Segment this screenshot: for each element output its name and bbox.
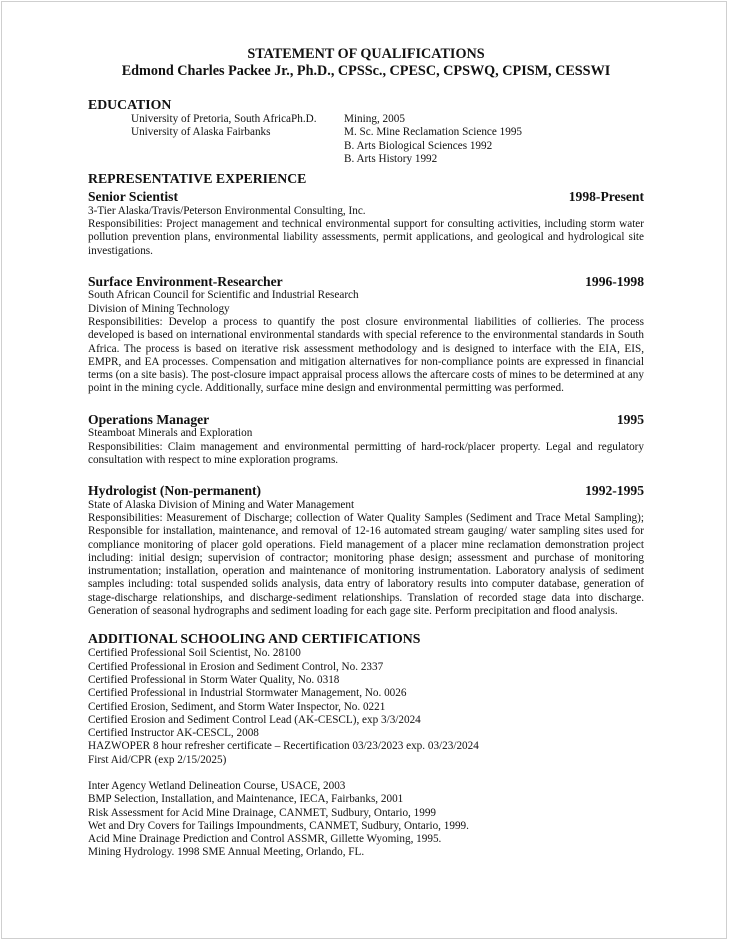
certification-list <box>88 647 644 767</box>
course-list <box>88 780 644 860</box>
job-responsibilities: Responsibilities: Claim management and environmental permitting of hard-rock/placer property. Legal and regulatory consultation with respect to mine exploration programs. <box>88 440 644 466</box>
education-school <box>131 153 344 166</box>
certification-item: Certified Instructor AK-CESCL, 2008 <box>88 727 259 740</box>
education-table <box>131 113 644 166</box>
job-responsibilities: Responsibilities: Develop a process to quantify the post closure environmental liabilities of collieries. The process developed is based on international environmental standards with special reference to the environmental standards in South Africa. The process is based on iterative risk assessment methodology and is designed to interface with the EIA, EIS, EMPR, and EA processes. Compensation and mitigation alternatives for non-compliance points are expressed in financial terms (on a site basis). The post-closure impact appraisal process allows the aftercare costs of mines to be determined at any point in the mining cycle. Additionally, surface mine design and environmental permitting was performed. <box>88 315 644 395</box>
job-header <box>88 274 644 290</box>
education-heading: EDUCATION <box>88 97 172 112</box>
education-school: University of Pretoria, South AfricaPh.D. <box>131 113 317 125</box>
job-responsibilities: Responsibilities: Measurement of Discharge; collection of Water Quality Samples (Sediment and Trace Metal Sampling); Responsible for installation, maintenance, and removal of 12-16 automated stream gauging/ water sampling sites used for compliance monitoring of placer gold operations. Field management of a placer mine reclamation demonstration project including: initial design; supervision of contractor; monitoring phase design; assessment and purchase of monitoring instrumentation; installation, operation and maintenance of monitoring instrumentation. Laboratory analysis of sediment samples including: total suspended solids analysis, data entry of laboratory results into computer database, generation of stage-discharge relationships, and discharge-sediment relationships. Translation of recorded stage data into discharge. Generation of seasonal hydrographs and sediment loading for each gage site. Perform precipitation and flood analysis. <box>88 511 644 618</box>
job-title: Hydrologist (Non-permanent) <box>88 483 262 499</box>
course-item: Mining Hydrology. 1998 SME Annual Meeting, Orlando, FL. <box>88 846 365 859</box>
job-organization: 3-Tier Alaska/Travis/Peterson Environmental Consulting, Inc. <box>88 204 366 217</box>
experience-heading: REPRESENTATIVE EXPERIENCE <box>88 171 307 187</box>
certification-item: Certified Professional in Storm Water Quality, No. 0318 <box>88 673 340 686</box>
job-entry <box>88 412 644 467</box>
course-item: Risk Assessment for Acid Mine Drainage, CANMET, Sudbury, Ontario, 1999 <box>88 806 437 819</box>
document-page <box>1 1 727 939</box>
certification-item: Certified Professional in Erosion and Sediment Control, No. 2337 <box>88 660 384 673</box>
job-title: Surface Environment-Researcher <box>88 273 283 289</box>
job-organization: State of Alaska Division of Mining and Water Management <box>88 498 355 511</box>
job-responsibilities: Responsibilities: Project management and technical environmental support for consulting activities, including storm water pollution prevention plans, environmental liability assessments, permit applications, and geological and hydrological site investigations. <box>88 217 644 257</box>
course-item: Inter Agency Wetland Delineation Course, USACE, 2003 <box>88 779 346 792</box>
job-dates: 1996-1998 <box>585 273 644 289</box>
schooling-heading: ADDITIONAL SCHOOLING AND CERTIFICATIONS <box>88 631 421 647</box>
job-dates: 1992-1995 <box>585 483 644 499</box>
certification-item: Certified Professional in Industrial Stormwater Management, No. 0026 <box>88 687 407 700</box>
job-title: Senior Scientist <box>88 189 178 205</box>
course-item: BMP Selection, Installation, and Maintenance, IECA, Fairbanks, 2001 <box>88 793 404 806</box>
job-title: Operations Manager <box>88 411 210 427</box>
job-header <box>88 412 644 428</box>
certification-item: First Aid/CPR (exp 2/15/2025) <box>88 753 227 766</box>
job-division: Division of Mining Technology <box>88 302 230 315</box>
education-school: University of Alaska Fairbanks <box>131 126 271 139</box>
document-title: STATEMENT OF QUALIFICATIONS <box>247 46 485 62</box>
job-dates: 1995 <box>616 411 644 427</box>
certification-item: Certified Professional Soil Scientist, No. 28100 <box>88 647 301 660</box>
job-header <box>88 189 644 205</box>
education-school <box>131 140 344 153</box>
education-degree: Mining, 2005 <box>344 113 405 125</box>
job-entry <box>88 274 644 396</box>
job-header <box>88 483 644 499</box>
certification-item: HAZWOPER 8 hour refresher certificate – Recertification 03/23/2023 exp. 03/23/2024 <box>88 740 479 753</box>
course-item: Wet and Dry Covers for Tailings Impoundments, CANMET, Sudbury, Ontario, 1999. <box>88 819 469 832</box>
certification-item: Certified Erosion and Sediment Control Lead (AK-CESCL), exp 3/3/2024 <box>88 713 421 726</box>
education-degree: B. Arts History 1992 <box>344 152 438 165</box>
job-organization: Steamboat Minerals and Exploration <box>88 427 253 440</box>
job-organization: South African Council for Scientific and Industrial Research <box>88 289 359 302</box>
job-entry <box>88 483 644 618</box>
author-name: Edmond Charles Packee Jr., Ph.D., CPSSc., CPESC, CPSWQ, CPISM, CESSWI <box>121 63 611 79</box>
document-content <box>88 46 644 860</box>
job-entry <box>88 189 644 258</box>
job-dates: 1998-Present <box>568 189 644 205</box>
education-degree: B. Arts Biological Sciences 1992 <box>344 139 493 152</box>
course-item: Acid Mine Drainage Prediction and Control ASSMR, Gillette Wyoming, 1995. <box>88 833 442 846</box>
education-degree: M. Sc. Mine Reclamation Science 1995 <box>344 126 523 139</box>
certification-item: Certified Erosion, Sediment, and Storm Water Inspector, No. 0221 <box>88 700 386 713</box>
